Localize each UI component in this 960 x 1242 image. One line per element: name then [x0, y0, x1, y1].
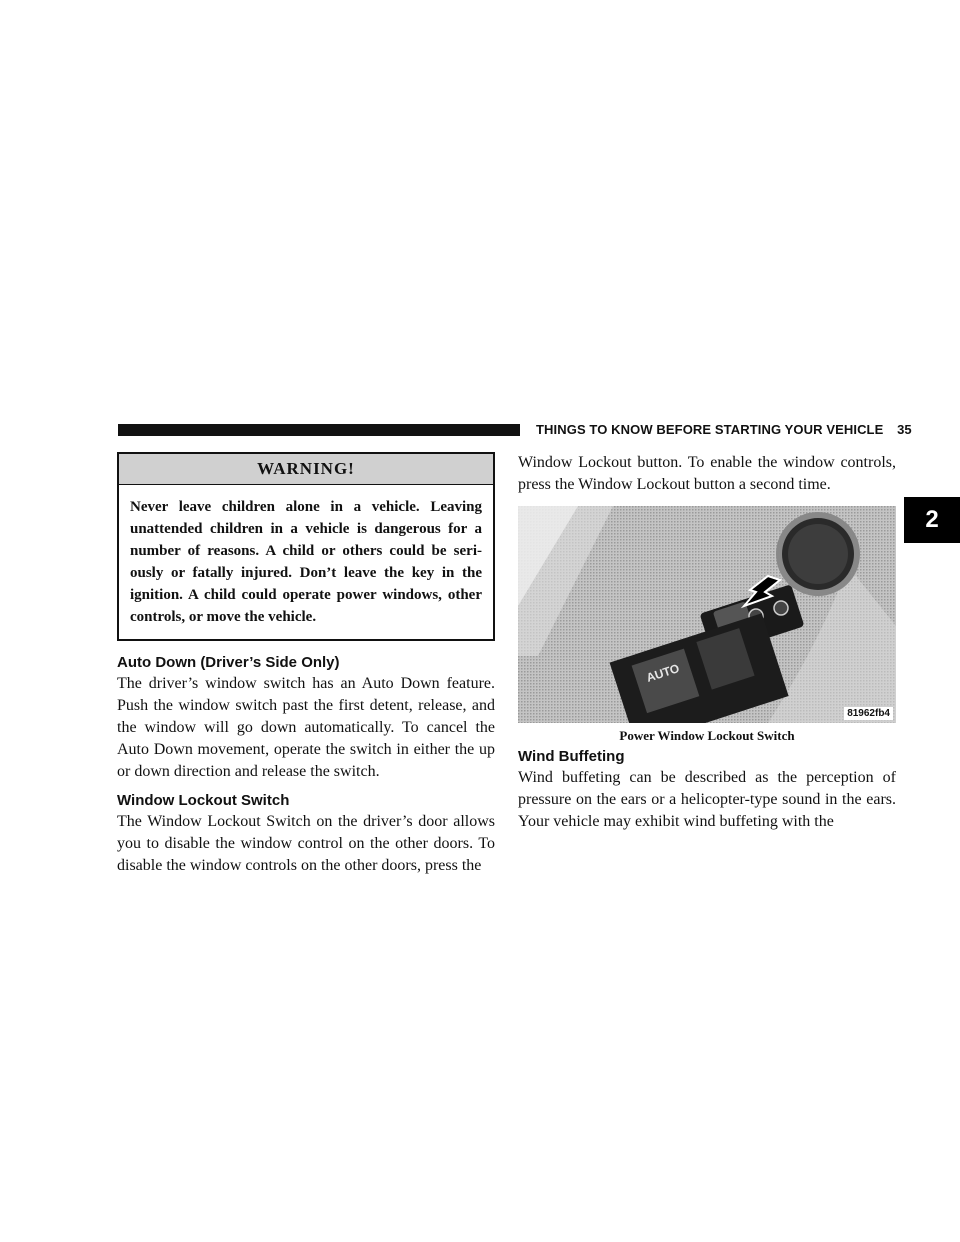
figure-code: 81962fb4	[844, 707, 893, 720]
section-title: THINGS TO KNOW BEFORE STARTING YOUR VEHICLE	[536, 422, 884, 437]
auto-down-paragraph: The driver’s window switch has an Auto Down feature. Push the window switch past the first detent, release, and the window will go down automatically. To cancel the Auto Down movement, operate the switch in either the up or down direction and release the switch.	[117, 675, 495, 780]
lockout-heading: Window Lockout Switch	[117, 792, 290, 809]
door-panel-illustration	[518, 506, 896, 723]
auto-down-heading: Auto Down (Driver’s Side Only)	[117, 654, 340, 671]
chapter-tab: 2	[904, 497, 960, 543]
warning-box	[117, 452, 495, 641]
lockout-switch-photo	[518, 506, 896, 723]
left-column	[117, 452, 495, 885]
lockout-continuation: Window Lockout button. To enable the window controls, press the Window Lockout button a second time.	[518, 454, 896, 493]
wind-buffeting-paragraph: Wind buffeting can be described as the perception of pressure on the ears or a helicopter-type sound in the ears. Your vehicle may exhibit wind buffeting with the	[518, 769, 896, 830]
auto-switch-label: AUTO	[644, 661, 682, 685]
figure-caption: Power Window Lockout Switch	[619, 728, 795, 743]
warning-title: WARNING!	[119, 454, 493, 485]
page-number: 35	[897, 422, 912, 437]
header-rule	[118, 424, 520, 436]
warning-body: Never leave children alone in a vehicle. Leaving unattended children in a vehicle is dangerous for a number of reasons. A child or others could be seri-ously or fatally injured. Don’t leave the key in the ignition. A child could operate power windows, other controls, or move the vehicle.	[130, 499, 482, 625]
running-header	[536, 422, 912, 437]
right-column	[518, 452, 896, 841]
lockout-paragraph: The Window Lockout Switch on the driver’s door allows you to disable the window control on the other doors. To disable the window controls on the other doors, press the	[117, 813, 495, 874]
wind-buffeting-heading: Wind Buffeting	[518, 748, 625, 765]
